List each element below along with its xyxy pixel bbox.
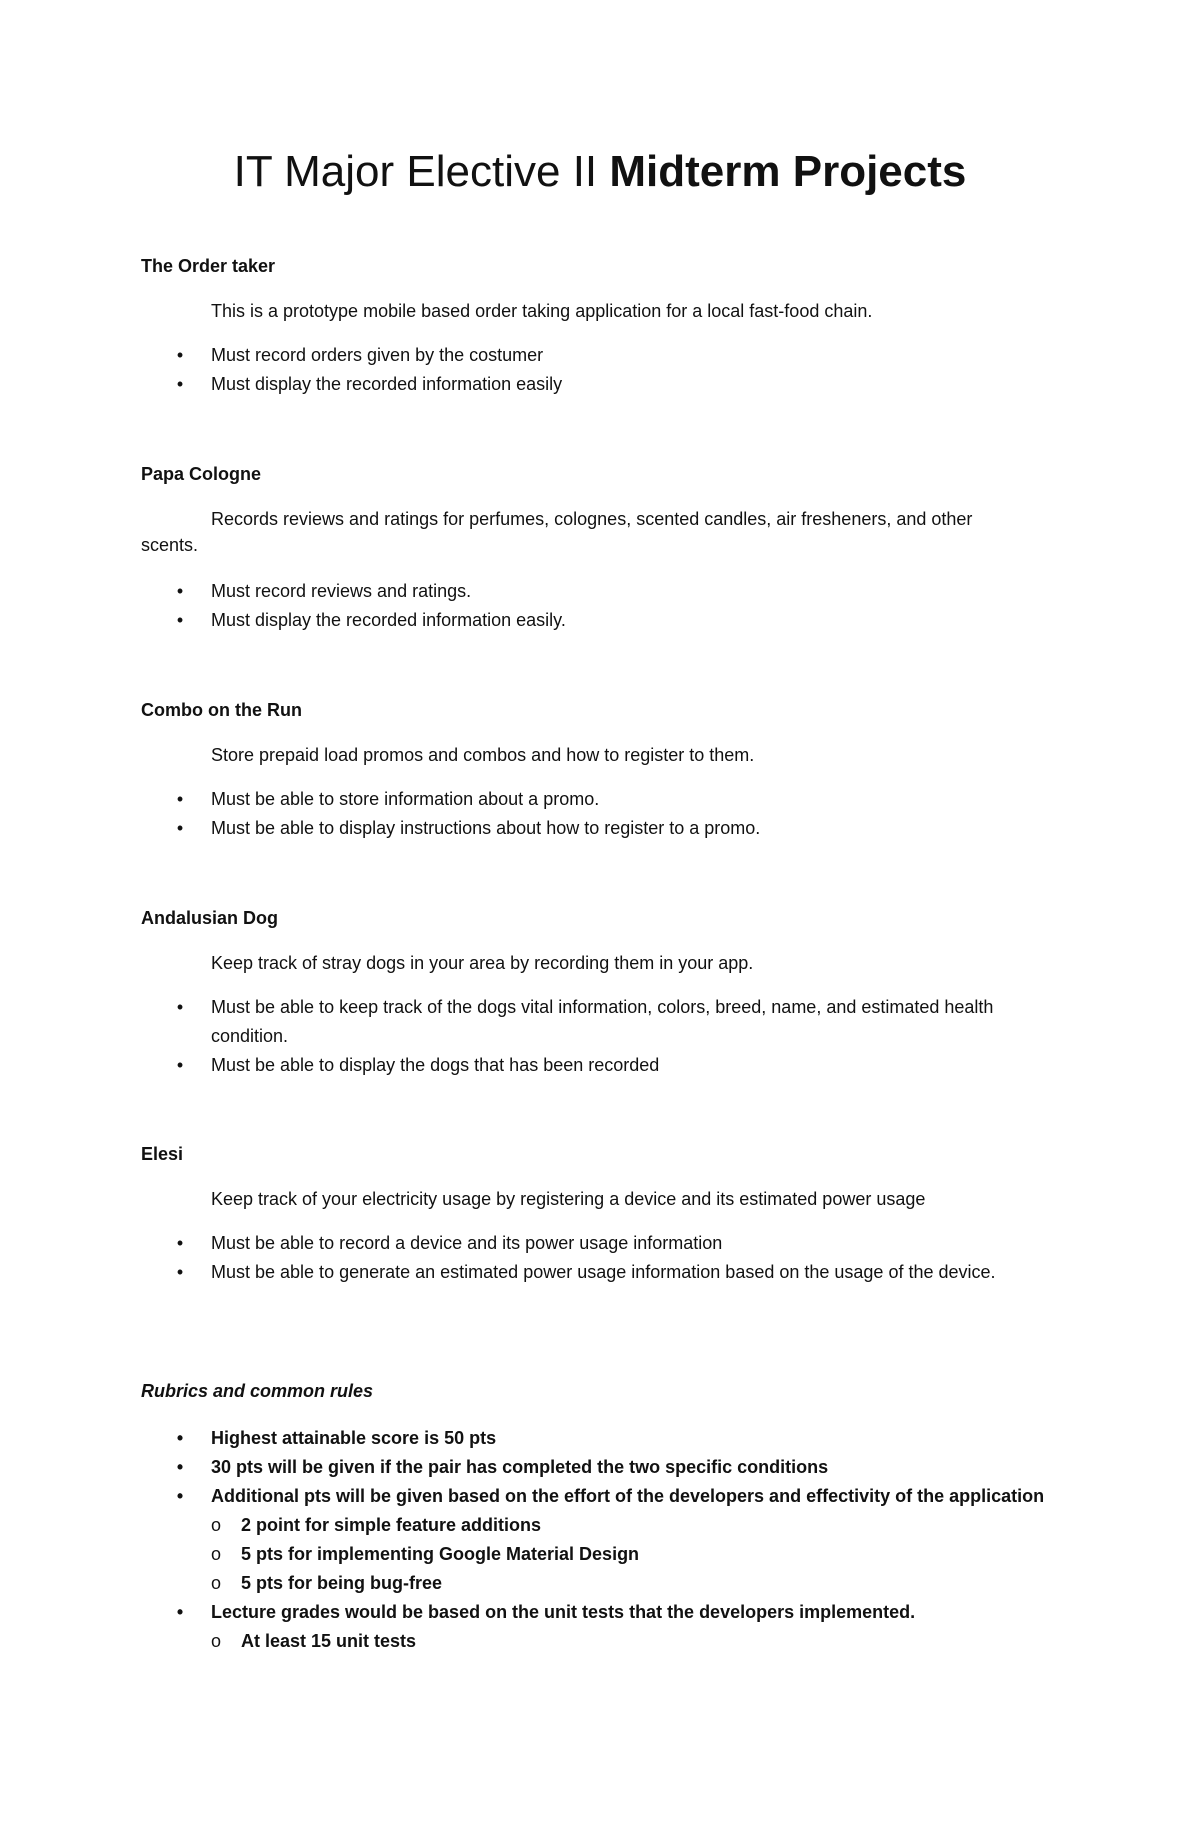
requirement-text: Must record orders given by the costumer — [211, 345, 544, 365]
bullet-icon: • — [176, 374, 184, 394]
rubric-subtext: 5 pts for implementing Google Material Design — [241, 1544, 640, 1564]
list-item — [170, 785, 1050, 814]
project-heading-order-taker: The Order taker — [141, 256, 276, 276]
bullet-icon: • — [176, 1486, 184, 1506]
project-description-andalusian-dog: Keep track of stray dogs in your area by recording them in your app. — [211, 953, 754, 973]
project-heading-papa-cologne: Papa Cologne — [141, 464, 262, 484]
sub-bullet-icon: o — [211, 1544, 222, 1564]
project-heading-elesi: Elesi — [141, 1144, 184, 1164]
list-item — [170, 606, 1050, 635]
rubric-text: Additional pts will be given based on the effort of the developers and effectivity of the application — [211, 1486, 1045, 1506]
bullet-icon: • — [176, 345, 184, 365]
requirement-text: Must be able to display instructions about how to register to a promo. — [211, 818, 761, 838]
list-item — [170, 1229, 1050, 1258]
bullet-icon: • — [176, 581, 184, 601]
list-item — [170, 1051, 1050, 1080]
project-description-elesi: Keep track of your electricity usage by registering a device and its estimated power usage — [211, 1189, 926, 1209]
bullet-icon: • — [176, 818, 184, 838]
rubric-subtext: 5 pts for being bug-free — [241, 1573, 443, 1593]
rubric-text: Lecture grades would be based on the unit tests that the developers implemented. — [211, 1602, 916, 1622]
bullet-icon: • — [176, 1055, 184, 1075]
project-description-continuation-papa-cologne: scents. — [141, 535, 199, 555]
bullet-icon: • — [176, 1428, 184, 1448]
sub-bullet-icon: o — [211, 1515, 222, 1535]
rubric-subtext: At least 15 unit tests — [241, 1631, 417, 1651]
list-item — [170, 1453, 1050, 1482]
list-item — [170, 1482, 1050, 1598]
project-description-papa-cologne: Records reviews and ratings for perfumes, colognes, scented candles, air fresheners, and other — [211, 509, 973, 529]
list-item — [170, 341, 1050, 370]
list-item — [170, 993, 1050, 1051]
sub-list-item — [170, 1540, 1050, 1569]
project-heading-combo-on-the-run: Combo on the Run — [141, 700, 302, 720]
sub-list-item — [170, 1511, 1050, 1540]
list-item — [170, 814, 1050, 843]
bullet-icon: • — [176, 1233, 184, 1253]
requirement-text: Must display the recorded information easily — [211, 374, 563, 394]
requirement-text: Must be able to record a device and its power usage information — [211, 1233, 723, 1253]
rubric-text: Highest attainable score is 50 pts — [211, 1428, 497, 1448]
sub-bullet-icon: o — [211, 1631, 222, 1651]
requirement-text: Must be able to keep track of the dogs vital information, colors, breed, name, and estimated health condition. — [211, 997, 994, 1046]
list-item — [170, 1598, 1050, 1656]
sub-bullet-icon: o — [211, 1573, 222, 1593]
requirement-text: Must display the recorded information easily. — [211, 610, 566, 630]
project-heading-andalusian-dog: Andalusian Dog — [141, 908, 279, 928]
requirement-text: Must be able to store information about a promo. — [211, 789, 600, 809]
rubrics-heading: Rubrics and common rules — [141, 1381, 374, 1401]
sub-list-item — [170, 1569, 1050, 1598]
list-item — [170, 370, 1050, 399]
project-description-combo-on-the-run: Store prepaid load promos and combos and how to register to them. — [211, 745, 755, 765]
requirements-list-elesi — [170, 1229, 1050, 1287]
requirement-text: Must record reviews and ratings. — [211, 581, 472, 601]
requirement-text: Must be able to display the dogs that has been recorded — [211, 1055, 660, 1075]
list-item — [170, 1258, 1050, 1287]
bullet-icon: • — [176, 610, 184, 630]
requirements-list-andalusian-dog — [170, 993, 1050, 1080]
project-description-order-taker: This is a prototype mobile based order taking application for a local fast-food chain. — [211, 301, 873, 321]
rubric-sublist — [170, 1511, 1050, 1598]
title-light: IT Major Elective II — [233, 147, 610, 196]
bullet-icon: • — [176, 997, 184, 1017]
rubrics-list — [170, 1424, 1050, 1656]
requirement-text: Must be able to generate an estimated power usage information based on the usage of the device. — [211, 1262, 996, 1282]
bullet-icon: • — [176, 1262, 184, 1282]
sub-list-item — [170, 1627, 1050, 1656]
requirements-list-combo-on-the-run — [170, 785, 1050, 843]
list-item — [170, 577, 1050, 606]
bullet-icon: • — [176, 1457, 184, 1477]
rubric-subtext: 2 point for simple feature additions — [241, 1515, 542, 1535]
rubric-sublist — [170, 1627, 1050, 1656]
requirements-list-papa-cologne — [170, 577, 1050, 635]
list-item — [170, 1424, 1050, 1453]
title-bold: Midterm Projects — [609, 147, 967, 196]
requirements-list-order-taker — [170, 341, 1050, 399]
bullet-icon: • — [176, 789, 184, 809]
rubric-text: 30 pts will be given if the pair has completed the two specific conditions — [211, 1457, 829, 1477]
bullet-icon: • — [176, 1602, 184, 1622]
document-title — [0, 147, 1200, 196]
